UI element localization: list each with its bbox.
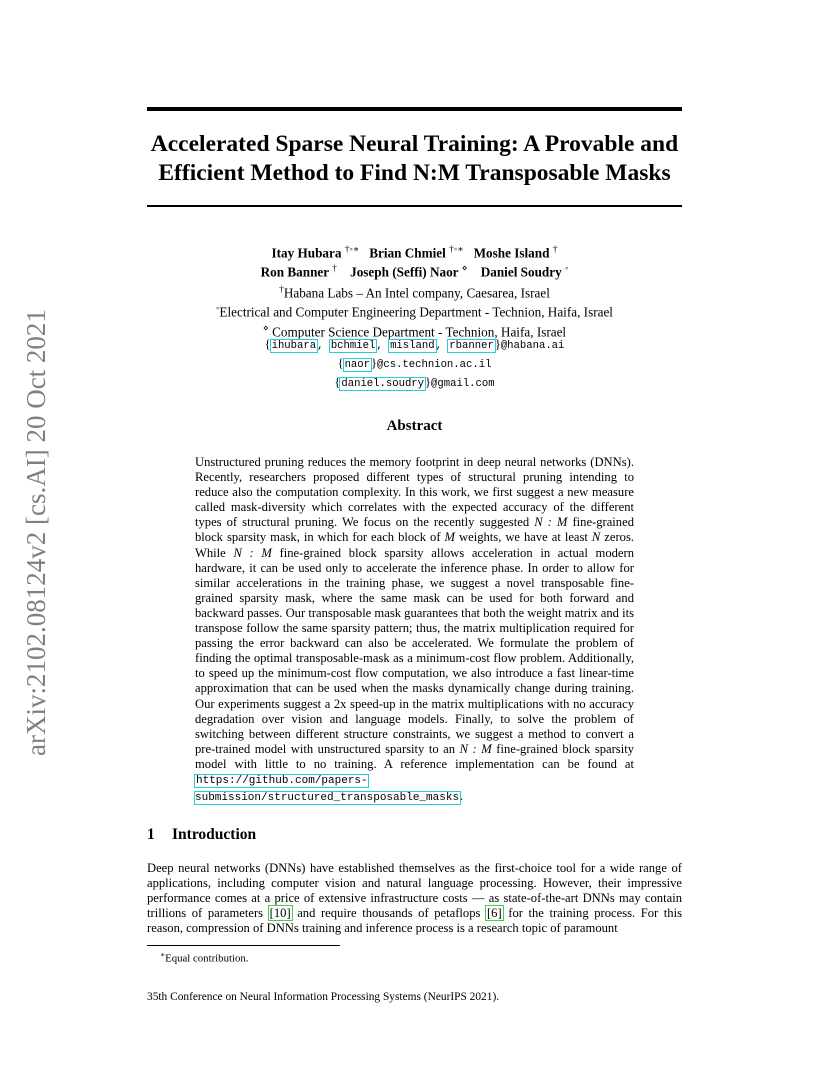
email-link-naor[interactable]: naor xyxy=(344,359,370,371)
author-name: Joseph (Seffi) Naor xyxy=(350,264,459,280)
author-name: Brian Chmiel xyxy=(369,245,446,261)
abstract-text: fine-grained block sparsity model with little to no training. A reference implementation can be found at xyxy=(195,741,634,771)
author-marks: † xyxy=(332,264,337,275)
math-nm: N : M xyxy=(233,545,272,560)
email-line-technion: {naor}@cs.technion.ac.il xyxy=(337,356,492,371)
affiliations xyxy=(120,282,709,340)
email-domain: @cs.technion.ac.il xyxy=(377,359,492,371)
conference-note: 35th Conference on Neural Information Processing Systems (NeurIPS 2021). xyxy=(147,991,500,1003)
affiliation-mark: ⋄ xyxy=(262,323,269,334)
email-link-bchmiel[interactable]: bchmiel xyxy=(330,340,376,352)
author-name: Moshe Island xyxy=(473,245,550,261)
abstract-heading: Abstract xyxy=(386,418,443,434)
author-marks: †◦∗ xyxy=(449,245,464,255)
math-m: M xyxy=(444,530,456,545)
citation-link-10[interactable]: [10] xyxy=(269,906,291,921)
affiliation-ece-technion xyxy=(120,301,709,320)
math-nm: N : M xyxy=(534,515,568,530)
footnote-mark: ∗ xyxy=(160,950,166,959)
abstract-text: Unstructured pruning reduces the memory footprint in deep neural networks (DNNs). Recently, researchers proposed different types of structural pruning intending to reduce also the computation complexity. In this work, we first suggest a new measure called mask-diversity which correlates with the expected accuracy of the different types of structural pruning. We focus on the recently suggested xyxy=(195,455,634,530)
title-bottom-rule xyxy=(147,205,682,207)
email-line-habana: {ihubara, bchmiel, misland, rbanner}@habana.ai xyxy=(264,337,565,352)
email-link-daniel-soudry[interactable]: daniel.soudry xyxy=(341,378,425,390)
author-marks: ⋄ xyxy=(461,264,468,275)
arxiv-stamp xyxy=(21,296,51,756)
section-number: 1 xyxy=(147,826,155,843)
abstract-body xyxy=(195,455,634,806)
abstract-text: zeros. While xyxy=(195,530,634,560)
repo-link[interactable]: https://github.com/papers-submission/structured_transposable_masks xyxy=(195,774,460,805)
email-domain: @gmail.com xyxy=(431,378,495,390)
affiliation-mark: † xyxy=(279,285,284,295)
author-name: Ron Banner xyxy=(260,264,329,280)
section-title: Introduction xyxy=(172,826,257,843)
affiliation-mark: ◦ xyxy=(216,304,220,315)
math-n: N xyxy=(591,530,601,545)
abstract-text: weights, we have at least xyxy=(455,530,592,545)
title-line-1: Accelerated Sparse Neural Training: A Provable and xyxy=(150,131,679,157)
footnote xyxy=(160,950,248,965)
author-row-2 xyxy=(120,261,709,280)
email-link-ihubara[interactable]: ihubara xyxy=(271,340,317,352)
email-domain: @habana.ai xyxy=(500,340,565,352)
affiliation-habana xyxy=(120,282,709,301)
affiliation-text: Electrical and Computer Engineering Department - Technion, Haifa, Israel xyxy=(219,304,613,320)
arxiv-stamp-text: arXiv:2102.08124v2 [cs.AI] 20 Oct 2021 xyxy=(21,309,51,756)
author-marks: † xyxy=(552,245,558,255)
email-link-rbanner[interactable]: rbanner xyxy=(449,340,494,352)
abstract-text: . xyxy=(460,789,464,804)
affiliation-text: Habana Labs – An Intel company, Caesarea, Israel xyxy=(283,285,550,301)
footnote-rule xyxy=(147,945,340,946)
footnote-text: Equal contribution. xyxy=(165,952,249,965)
email-line-gmail: {daniel.soudry}@gmail.com xyxy=(334,375,495,390)
math-nm: N : M xyxy=(459,741,492,756)
intro-text: Deep neural networks (DNNs) have established themselves as the first-choice tool for a wide range of applications, including computer vision and natural language processing. However, their impressive performance comes at a price of extensive infrastructure costs — as state-of-the-art DNNs may contain trillions of parameters xyxy=(147,861,682,921)
citation-link-6[interactable]: [6] xyxy=(486,906,502,921)
email-block xyxy=(120,336,709,393)
author-marks: †◦∗ xyxy=(344,245,360,255)
section-heading-introduction xyxy=(147,826,256,844)
email-link-misland[interactable]: misland xyxy=(390,340,435,352)
author-name: Itay Hubara xyxy=(271,245,342,261)
top-rule xyxy=(147,107,682,111)
author-row-1 xyxy=(120,242,709,261)
paper-title xyxy=(120,130,709,188)
intro-text: and require thousands of petaflops xyxy=(291,906,486,921)
author-list xyxy=(120,242,709,281)
title-line-2: Efficient Method to Find N:M Transposable Masks xyxy=(158,160,671,186)
author-marks: ◦ xyxy=(565,264,569,275)
affiliation-text: Computer Science Department - Technion, Haifa, Israel xyxy=(268,324,567,340)
intro-text: for the training process. For this reason, compression of DNNs training and inference process is a research topic of paramount xyxy=(147,906,682,936)
abstract-text: fine-grained block sparsity allows acceleration in actual modern hardware, it can be used only to accelerate the inference phase. In order to allow for similar accelerations in the training phase, we suggest a novel transposable fine-grained sparsity mask, where the same mask can be used for both forward and backward passes. Our transposable mask guarantees that both the weight matrix and its transpose follow the same sparsity pattern; thus, the matrix multiplication required for passing the error backward can also be accelerated. We formulate the problem of finding the optimal transposable-mask as a minimum-cost flow problem. Additionally, to speed up the minimum-cost flow computation, we also introduce a fast linear-time approximation that can be used when the masks dynamically change during training. Our experiments suggest a 2x speed-up in the matrix multiplications with no accuracy degradation over vision and language models. Finally, to solve the problem of switching between different structure constraints, we suggest a method to convert a pre-trained model with unstructured sparsity to an xyxy=(195,545,634,756)
introduction-body xyxy=(147,861,682,936)
abstract-text: fine-grained block sparsity mask, in which for each block of xyxy=(195,515,634,545)
author-name: Daniel Soudry xyxy=(480,264,562,280)
